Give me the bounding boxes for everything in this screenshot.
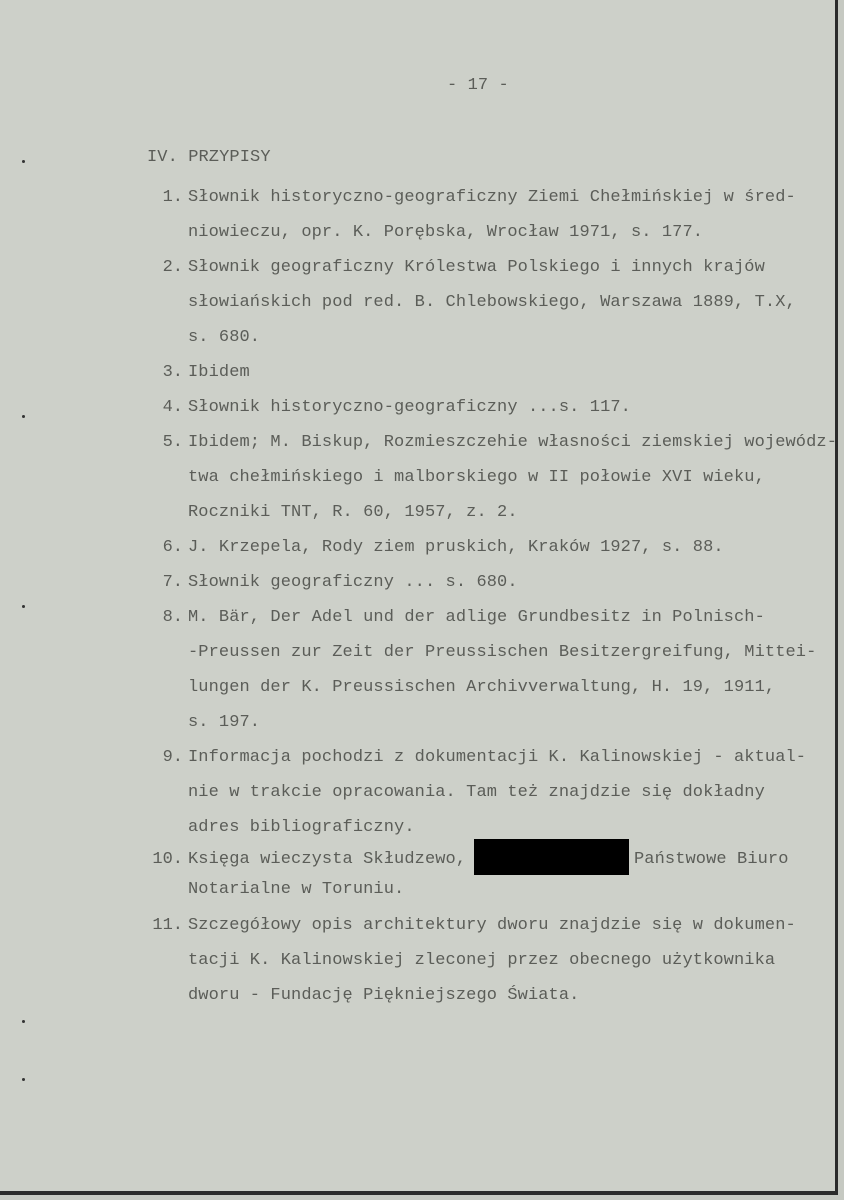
footnote-line: Słownik geograficzny ... s. 680. <box>188 573 518 592</box>
footnote-line: Szczegółowy opis architektury dworu znajdzie się w dokumen- <box>188 916 796 935</box>
footnote-line: tacji K. Kalinowskiej zleconej przez obecnego użytkownika <box>188 951 776 970</box>
section-heading: IV. PRZYPISY <box>147 148 271 167</box>
footnote-number: 4. <box>162 398 183 417</box>
footnote-line: słowiańskich pod red. B. Chlebowskiego, Warszawa 1889, T.X, <box>188 293 796 312</box>
margin-mark <box>22 1078 25 1081</box>
footnote-line: s. 680. <box>188 328 261 347</box>
footnote-number: 8. <box>162 608 183 627</box>
footnote-line: niowieczu, opr. K. Porębska, Wrocław 1971, s. 177. <box>188 223 704 242</box>
redaction-box <box>474 839 629 875</box>
footnote-number: 11. <box>152 916 183 935</box>
footnote-line: Słownik historyczno-geograficzny ...s. 117. <box>188 398 631 417</box>
footnote-line: Ibidem <box>188 363 250 382</box>
footnote-line: Notarialne w Toruniu. <box>188 880 405 899</box>
margin-mark <box>22 1020 25 1023</box>
footnote-line: dworu - Fundację Piękniejszego Świata. <box>188 986 580 1005</box>
footnote-line: Księga wieczysta Skłudzewo, <box>188 850 467 869</box>
footnote-number: 10. <box>152 850 183 869</box>
footnote-line: s. 197. <box>188 713 261 732</box>
footnote-line: Słownik geograficzny Królestwa Polskiego i innych krajów <box>188 258 765 277</box>
footnote-number: 3. <box>162 363 183 382</box>
footnote-line: Roczniki TNT, R. 60, 1957, z. 2. <box>188 503 518 522</box>
footnote-line: nie w trakcie opracowania. Tam też znajdzie się dokładny <box>188 783 765 802</box>
footnote-line: twa chełmińskiego i malborskiego w II połowie XVI wieku, <box>188 468 765 487</box>
margin-mark <box>22 415 25 418</box>
footnote-line: adres bibliograficzny. <box>188 818 415 837</box>
footnote-line: M. Bär, Der Adel und der adlige Grundbesitz in Polnisch- <box>188 608 765 627</box>
footnote-line: Państwowe Biuro <box>634 850 789 869</box>
footnote-number: 1. <box>162 188 183 207</box>
footnote-line: J. Krzepela, Rody ziem pruskich, Kraków 1927, s. 88. <box>188 538 724 557</box>
footnote-line: Informacja pochodzi z dokumentacji K. Kalinowskiej - aktual- <box>188 748 807 767</box>
footnote-line: lungen der K. Preussischen Archivverwaltung, H. 19, 1911, <box>188 678 776 697</box>
footnote-line: Słownik historyczno-geograficzny Ziemi Chełmińskiej w śred- <box>188 188 796 207</box>
footnote-number: 2. <box>162 258 183 277</box>
margin-mark <box>22 160 25 163</box>
footnote-number: 9. <box>162 748 183 767</box>
footnote-line: Ibidem; M. Biskup, Rozmieszczehie własności ziemskiej wojewódz- <box>188 433 838 452</box>
page-number: - 17 - <box>447 76 509 95</box>
footnote-line: -Preussen zur Zeit der Preussischen Besitzergreifung, Mittei- <box>188 643 817 662</box>
footnote-number: 7. <box>162 573 183 592</box>
footnote-number: 5. <box>162 433 183 452</box>
margin-mark <box>22 605 25 608</box>
footnote-number: 6. <box>162 538 183 557</box>
